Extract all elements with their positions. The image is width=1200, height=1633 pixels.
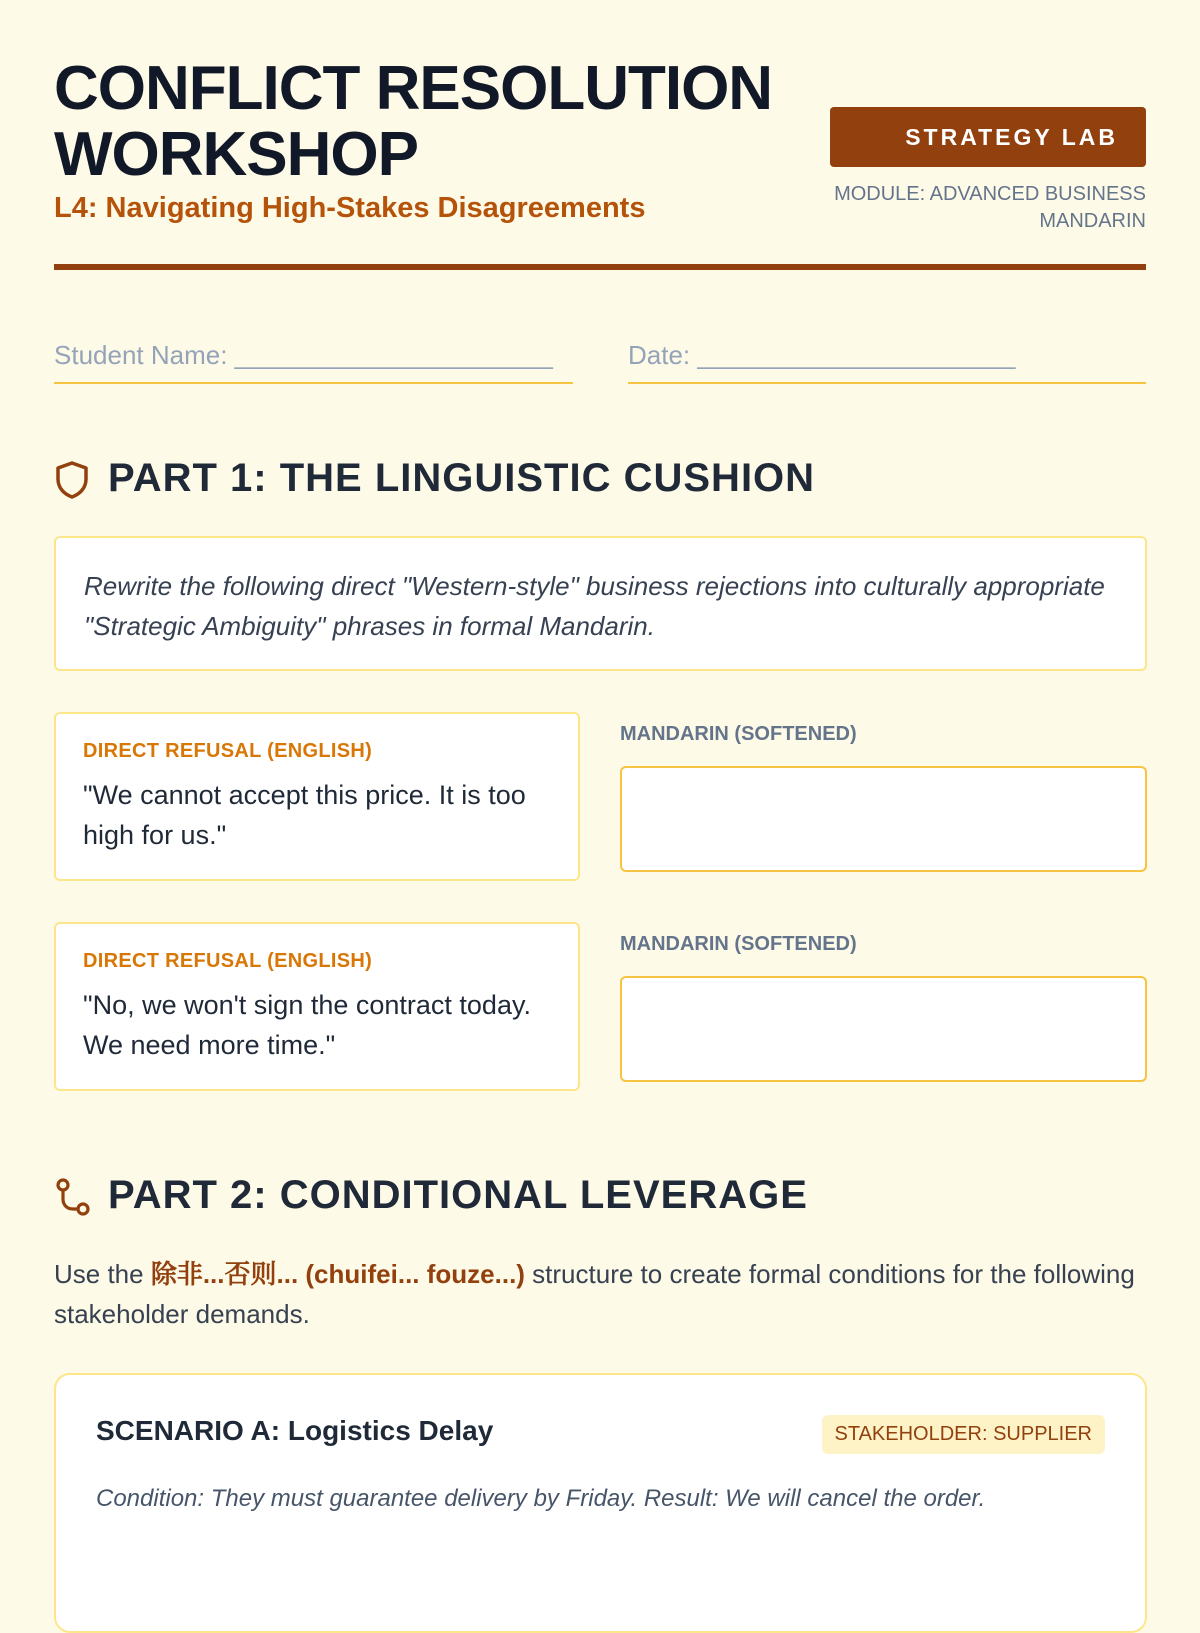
mandarin-answer-box[interactable] (620, 976, 1147, 1082)
strategy-lab-badge: STRATEGY LAB (830, 107, 1146, 167)
chuifei-fouze-structure: 除非...否则... (chuifei... fouze...) (150, 1259, 525, 1289)
part1-instruction: Rewrite the following direct "Western-style" business rejections into culturally appropriate "Strategic Ambiguity" phrases in formal Mandarin. (54, 536, 1147, 671)
mandarin-answer-box[interactable] (620, 766, 1147, 872)
refusal-text: "No, we won't sign the contract today. We need more time." (83, 990, 531, 1060)
part2-instruction (54, 1254, 1147, 1334)
intro-text-after: structure to create formal conditions for the following stakeholder demands. (54, 1259, 1135, 1329)
student-info-fields (54, 270, 1146, 390)
page-subtitle: L4: Navigating High-Stakes Disagreements (54, 192, 646, 224)
route-icon (54, 1177, 92, 1217)
scenario-card (54, 1373, 1147, 1633)
worksheet-header (54, 0, 1146, 270)
scenario-condition: Condition: They must guarantee delivery by Friday. Result: We will cancel the order. (96, 1485, 986, 1512)
scenario-title: SCENARIO A: Logistics Delay (96, 1415, 494, 1446)
date-field[interactable]: Date: ______________________ (628, 340, 1146, 384)
refusal-card (54, 712, 580, 881)
refusal-card (54, 922, 580, 1091)
module-label: MODULE: ADVANCED BUSINESS MANDARIN (834, 183, 1146, 232)
refusal-label: DIRECT REFUSAL (ENGLISH) (83, 950, 373, 972)
answer-label: MANDARIN (SOFTENED) (620, 723, 857, 745)
intro-text-before: Use the (54, 1259, 151, 1289)
refusal-label: DIRECT REFUSAL (ENGLISH) (83, 740, 373, 762)
stakeholder-tag: STAKEHOLDER: SUPPLIER (822, 1415, 1105, 1454)
part1-title: PART 1: THE LINGUISTIC CUSHION (108, 456, 816, 500)
answer-label: MANDARIN (SOFTENED) (620, 933, 857, 955)
shield-icon (54, 460, 90, 500)
page-title: CONFLICT RESOLUTION WORKSHOP (54, 54, 773, 189)
student-name-field[interactable]: Student Name: ______________________ (54, 340, 573, 384)
refusal-text: "We cannot accept this price. It is too high for us." (83, 780, 526, 850)
part2-title: PART 2: CONDITIONAL LEVERAGE (108, 1173, 808, 1217)
